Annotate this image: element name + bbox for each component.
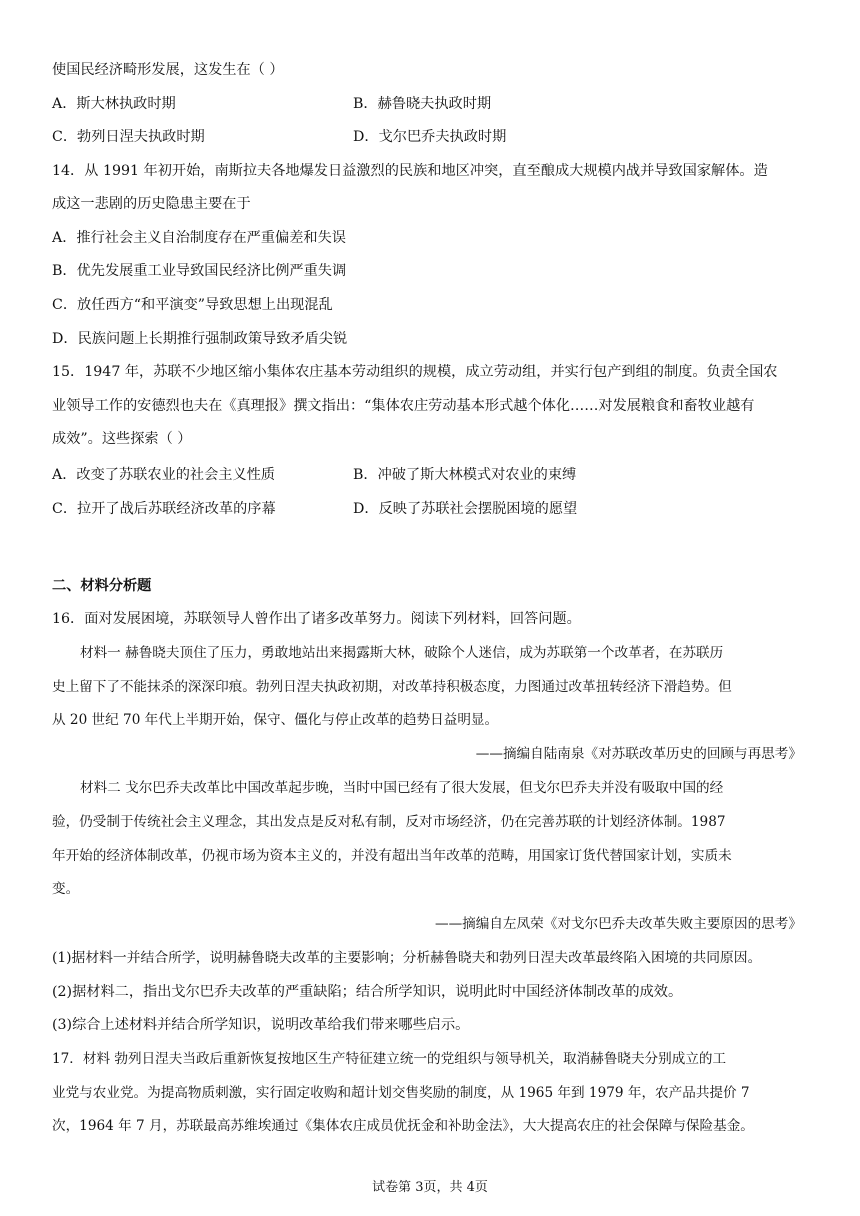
q13-option-d: D．戈尔巴乔夫执政时期 bbox=[353, 129, 507, 145]
q16-subquestion-3: (3)综合上述材料并结合所学知识，说明改革给我们带来哪些启示。 bbox=[52, 1017, 470, 1033]
q17-material-line3: 次，1964 年 7 月，苏联最高苏维埃通过《集体农庄成员优抚金和补助金法》，大大提高农庄的社会保障与保险基金。 bbox=[52, 1118, 754, 1134]
q17-material-line2: 业党与农业党。为提高物质刺激，实行固定收购和超计划交售奖励的制度，从 1965 年到 1979 年，农产品共提价 7 bbox=[52, 1085, 750, 1101]
q15-option-a: A．改变了苏联农业的社会主义性质 bbox=[52, 467, 276, 483]
section-title: 二、材料分析题 bbox=[52, 578, 152, 594]
page-footer: 试卷第 3页，共 4页 bbox=[372, 1180, 488, 1195]
q14-option-a: A．推行社会主义自治制度存在严重偏差和失误 bbox=[52, 230, 346, 246]
q14-stem-line2: 成这一悲剧的历史隐患主要在于 bbox=[52, 196, 251, 212]
q17-material-line1: 17．材料 勃列日涅夫当政后重新恢复按地区生产特征建立统一的党组织与领导机关，取消赫鲁晓夫分别成立的工 bbox=[52, 1051, 727, 1067]
q15-option-d: D．反映了苏联社会摆脱困境的愿望 bbox=[353, 501, 578, 517]
q16-subquestion-2: (2)据材料二，指出戈尔巴乔夫改革的严重缺陷；结合所学知识，说明此时中国经济体制改革的成效。 bbox=[52, 984, 683, 1000]
q14-stem-line1: 14．从 1991 年初开始，南斯拉夫各地爆发日益激烈的民族和地区冲突，直至酿成大规模内战并导致国家解体。造 bbox=[52, 163, 768, 179]
q16-subquestion-1: (1)据材料一并结合所学，说明赫鲁晓夫改革的主要影响；分析赫鲁晓夫和勃列日涅夫改革最终陷入困境的共同原因。 bbox=[52, 950, 762, 966]
q15-stem-line3: 成效”。这些探索（ ） bbox=[52, 431, 192, 447]
q15-option-c: C．拉开了战后苏联经济改革的序幕 bbox=[52, 501, 276, 517]
q16-material1-line2: 史上留下了不能抹杀的深深印痕。勃列日涅夫执政初期，对改革持积极态度，力图通过改革扭转经济下滑趋势。但 bbox=[52, 679, 732, 695]
q15-stem-line2: 业领导工作的安德烈也夫在《真理报》撰文指出：“集体农庄劳动基本形式越个体化……对发展粮食和畜牧业越有 bbox=[52, 398, 755, 414]
q16-material1-line3: 从 20 世纪 70 年代上半期开始，保守、僵化与停止改革的趋势日益明显。 bbox=[52, 712, 499, 728]
q16-material2-line2: 验，仍受制于传统社会主义理念，其出发点是反对私有制，反对市场经济，仍在完善苏联的计划经济体制。1987 bbox=[52, 814, 726, 830]
q13-option-b: B．赫鲁晓夫执政时期 bbox=[353, 96, 492, 112]
q14-option-b: B．优先发展重工业导致国民经济比例严重失调 bbox=[52, 263, 347, 279]
q16-material1-source: ——摘编自陆南泉《对苏联改革历史的回顾与再思考》 bbox=[475, 746, 802, 762]
q16-material2-line3: 年开始的经济体制改革，仍视市场为资本主义的，并没有超出当年改革的范畴，用国家订货代替国家计划，实质未 bbox=[52, 848, 732, 864]
q14-option-d: D．民族问题上长期推行强制政策导致矛盾尖锐 bbox=[52, 331, 348, 347]
q16-material1-line1: 材料一 赫鲁晓夫顶住了压力，勇敢地站出来揭露斯大林，破除个人迷信，成为苏联第一个改革者，在苏联历 bbox=[80, 645, 724, 661]
q16-material2-line4: 变。 bbox=[52, 881, 80, 897]
q13-option-c: C．勃列日涅夫执政时期 bbox=[52, 129, 205, 145]
q13-stem-tail: 使国民经济畸形发展，这发生在（ ） bbox=[52, 62, 284, 78]
q15-stem-line1: 15．1947 年，苏联不少地区缩小集体农庄基本劳动组织的规模，成立劳动组，并实行包产到组的制度。负责全国农 bbox=[52, 364, 778, 380]
q13-option-a: A．斯大林执政时期 bbox=[52, 96, 176, 112]
q16-intro: 16．面对发展困境，苏联领导人曾作出了诸多改革努力。阅读下列材料，回答问题。 bbox=[52, 611, 581, 627]
q14-option-c: C．放任西方“和平演变”导致思想上出现混乱 bbox=[52, 297, 333, 313]
q16-material2-line1: 材料二 戈尔巴乔夫改革比中国改革起步晚，当时中国已经有了很大发展，但戈尔巴乔夫并没有吸取中国的经 bbox=[80, 780, 724, 796]
q15-option-b: B．冲破了斯大林模式对农业的束缚 bbox=[353, 467, 577, 483]
q16-material2-source: ——摘编自左凤荣《对戈尔巴乔夫改革失败主要原因的思考》 bbox=[434, 916, 802, 932]
